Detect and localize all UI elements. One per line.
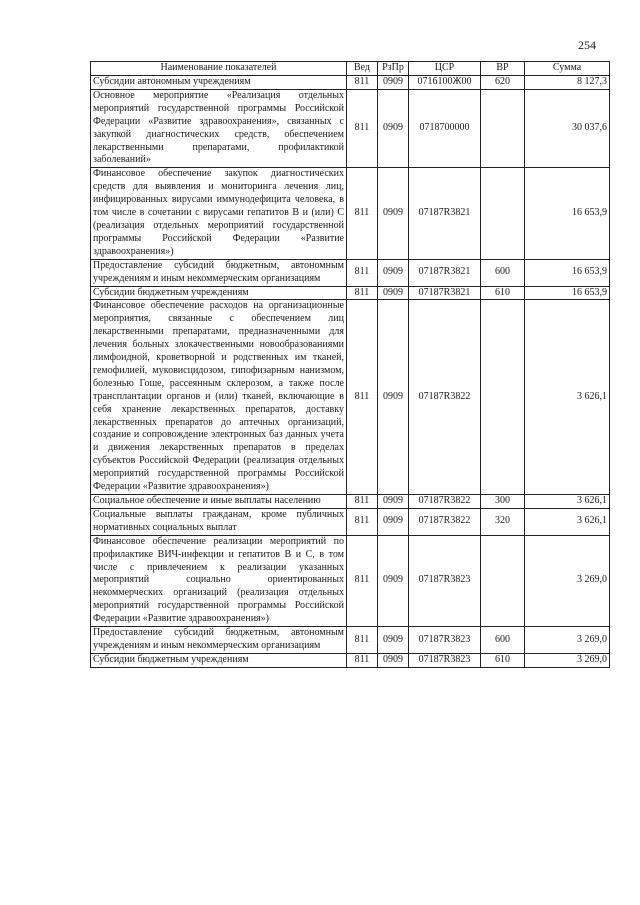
row-sum: 3 269,0	[525, 535, 610, 626]
row-name: Субсидии бюджетным учреждениям	[91, 653, 347, 667]
row-name: Субсидии автономным учреждениям	[91, 76, 347, 90]
row-csr: 07187R3822	[409, 508, 481, 535]
row-vr	[481, 300, 525, 495]
row-csr: 07187R3823	[409, 535, 481, 626]
row-name: Финансовое обеспечение расходов на организационные мероприятия, связанные с обеспечением лиц лекарственными препаратами, предназначенными для лечения больных злокачественными новообразованиями лимфоидной, кроветворной и родственных им тканей, гемофилией, муковисцидозом, гипофизарным нанизмом, болезнью Гоше, рассеянным склерозом, а также после трансплантации органов и (или) тканей, включающие в себя хранение лекарственных препаратов, доставку лекарственных препаратов до аптечных организаций, создание и сопровождение электронных баз данных учета и движения лекарственных препаратов в пределах субъектов Российской Федерации (реализация отдельных мероприятий государственной программы Российской Федерации «Развитие здравоохранения»)	[91, 300, 347, 495]
row-sum: 3 269,0	[525, 653, 610, 667]
row-sum: 3 269,0	[525, 627, 610, 654]
row-csr: 07187R3823	[409, 627, 481, 654]
header-vr: ВР	[481, 62, 525, 76]
row-sum: 16 653,9	[525, 168, 610, 259]
row-sum: 8 127,3	[525, 76, 610, 90]
table-row	[91, 653, 610, 667]
row-ved: 811	[347, 259, 378, 286]
row-csr: 07187R3821	[409, 259, 481, 286]
row-vr	[481, 89, 525, 167]
row-csr: 0718700000	[409, 89, 481, 167]
row-vr: 320	[481, 508, 525, 535]
row-ved: 811	[347, 89, 378, 167]
row-vr: 610	[481, 286, 525, 300]
header-csr: ЦСР	[409, 62, 481, 76]
row-rzpr: 0909	[378, 535, 409, 626]
row-sum: 3 626,1	[525, 508, 610, 535]
table-row	[91, 89, 610, 167]
row-csr: 07187R3822	[409, 495, 481, 509]
row-name: Социальные выплаты гражданам, кроме публичных нормативных социальных выплат	[91, 508, 347, 535]
row-name: Предоставление субсидий бюджетным, автономным учреждениям и иным некоммерческим организациям	[91, 627, 347, 654]
budget-table	[90, 61, 610, 668]
row-vr: 600	[481, 627, 525, 654]
row-rzpr: 0909	[378, 259, 409, 286]
row-name: Финансовое обеспечение реализации мероприятий по профилактике ВИЧ-инфекции и гепатитов В и С, в том числе с привлечением к реализации указанных мероприятий социально ориентированных некоммерческих организаций (реализация отдельных мероприятий государственной программы Российской Федерации «Развитие здравоохранения»)	[91, 535, 347, 626]
row-csr: 07187R3822	[409, 300, 481, 495]
row-rzpr: 0909	[378, 89, 409, 167]
row-vr	[481, 535, 525, 626]
table-header-row	[91, 62, 610, 76]
row-name: Финансовое обеспечение закупок диагностических средств для выявления и мониторинга лечения лиц, инфицированных вирусами иммунодефицита человека, в том числе в сочетании с вирусами гепатитов В и (или) С (реализация отдельных мероприятий государственной программы Российской Федерации «Развитие здравоохранения»)	[91, 168, 347, 259]
row-csr: 07187R3821	[409, 286, 481, 300]
row-csr: 07187R3821	[409, 168, 481, 259]
row-ved: 811	[347, 300, 378, 495]
row-name: Субсидии бюджетным учреждениям	[91, 286, 347, 300]
table-row	[91, 168, 610, 259]
row-vr: 620	[481, 76, 525, 90]
row-vr	[481, 168, 525, 259]
header-ved: Вед	[347, 62, 378, 76]
row-vr: 600	[481, 259, 525, 286]
row-ved: 811	[347, 286, 378, 300]
row-name: Основное мероприятие «Реализация отдельных мероприятий государственной программы Российской Федерации «Развитие здравоохранения», связанных с закупкой диагностических средств, обеспечением лекарственными препаратами, профилактикой заболеваний»	[91, 89, 347, 167]
table-row	[91, 495, 610, 509]
row-ved: 811	[347, 627, 378, 654]
row-rzpr: 0909	[378, 653, 409, 667]
row-ved: 811	[347, 76, 378, 90]
row-rzpr: 0909	[378, 300, 409, 495]
table-row	[91, 627, 610, 654]
row-name: Социальное обеспечение и иные выплаты населению	[91, 495, 347, 509]
row-sum: 30 037,6	[525, 89, 610, 167]
row-rzpr: 0909	[378, 168, 409, 259]
row-vr: 300	[481, 495, 525, 509]
row-sum: 3 626,1	[525, 495, 610, 509]
row-ved: 811	[347, 168, 378, 259]
row-rzpr: 0909	[378, 286, 409, 300]
row-rzpr: 0909	[378, 76, 409, 90]
header-name: Наименование показателей	[91, 62, 347, 76]
row-csr: 0716100Ж00	[409, 76, 481, 90]
row-name: Предоставление субсидий бюджетным, автономным учреждениям и иным некоммерческим организациям	[91, 259, 347, 286]
row-vr: 610	[481, 653, 525, 667]
header-sum: Сумма	[525, 62, 610, 76]
row-sum: 16 653,9	[525, 286, 610, 300]
table-row	[91, 286, 610, 300]
table-row	[91, 535, 610, 626]
row-ved: 811	[347, 535, 378, 626]
row-ved: 811	[347, 508, 378, 535]
row-rzpr: 0909	[378, 495, 409, 509]
row-sum: 3 626,1	[525, 300, 610, 495]
header-rzpr: РзПр	[378, 62, 409, 76]
row-sum: 16 653,9	[525, 259, 610, 286]
row-ved: 811	[347, 653, 378, 667]
page-number: 254	[578, 38, 596, 52]
row-rzpr: 0909	[378, 508, 409, 535]
table-row	[91, 508, 610, 535]
table-row	[91, 300, 610, 495]
table-row	[91, 259, 610, 286]
row-ved: 811	[347, 495, 378, 509]
row-csr: 07187R3823	[409, 653, 481, 667]
row-rzpr: 0909	[378, 627, 409, 654]
table-row	[91, 76, 610, 90]
